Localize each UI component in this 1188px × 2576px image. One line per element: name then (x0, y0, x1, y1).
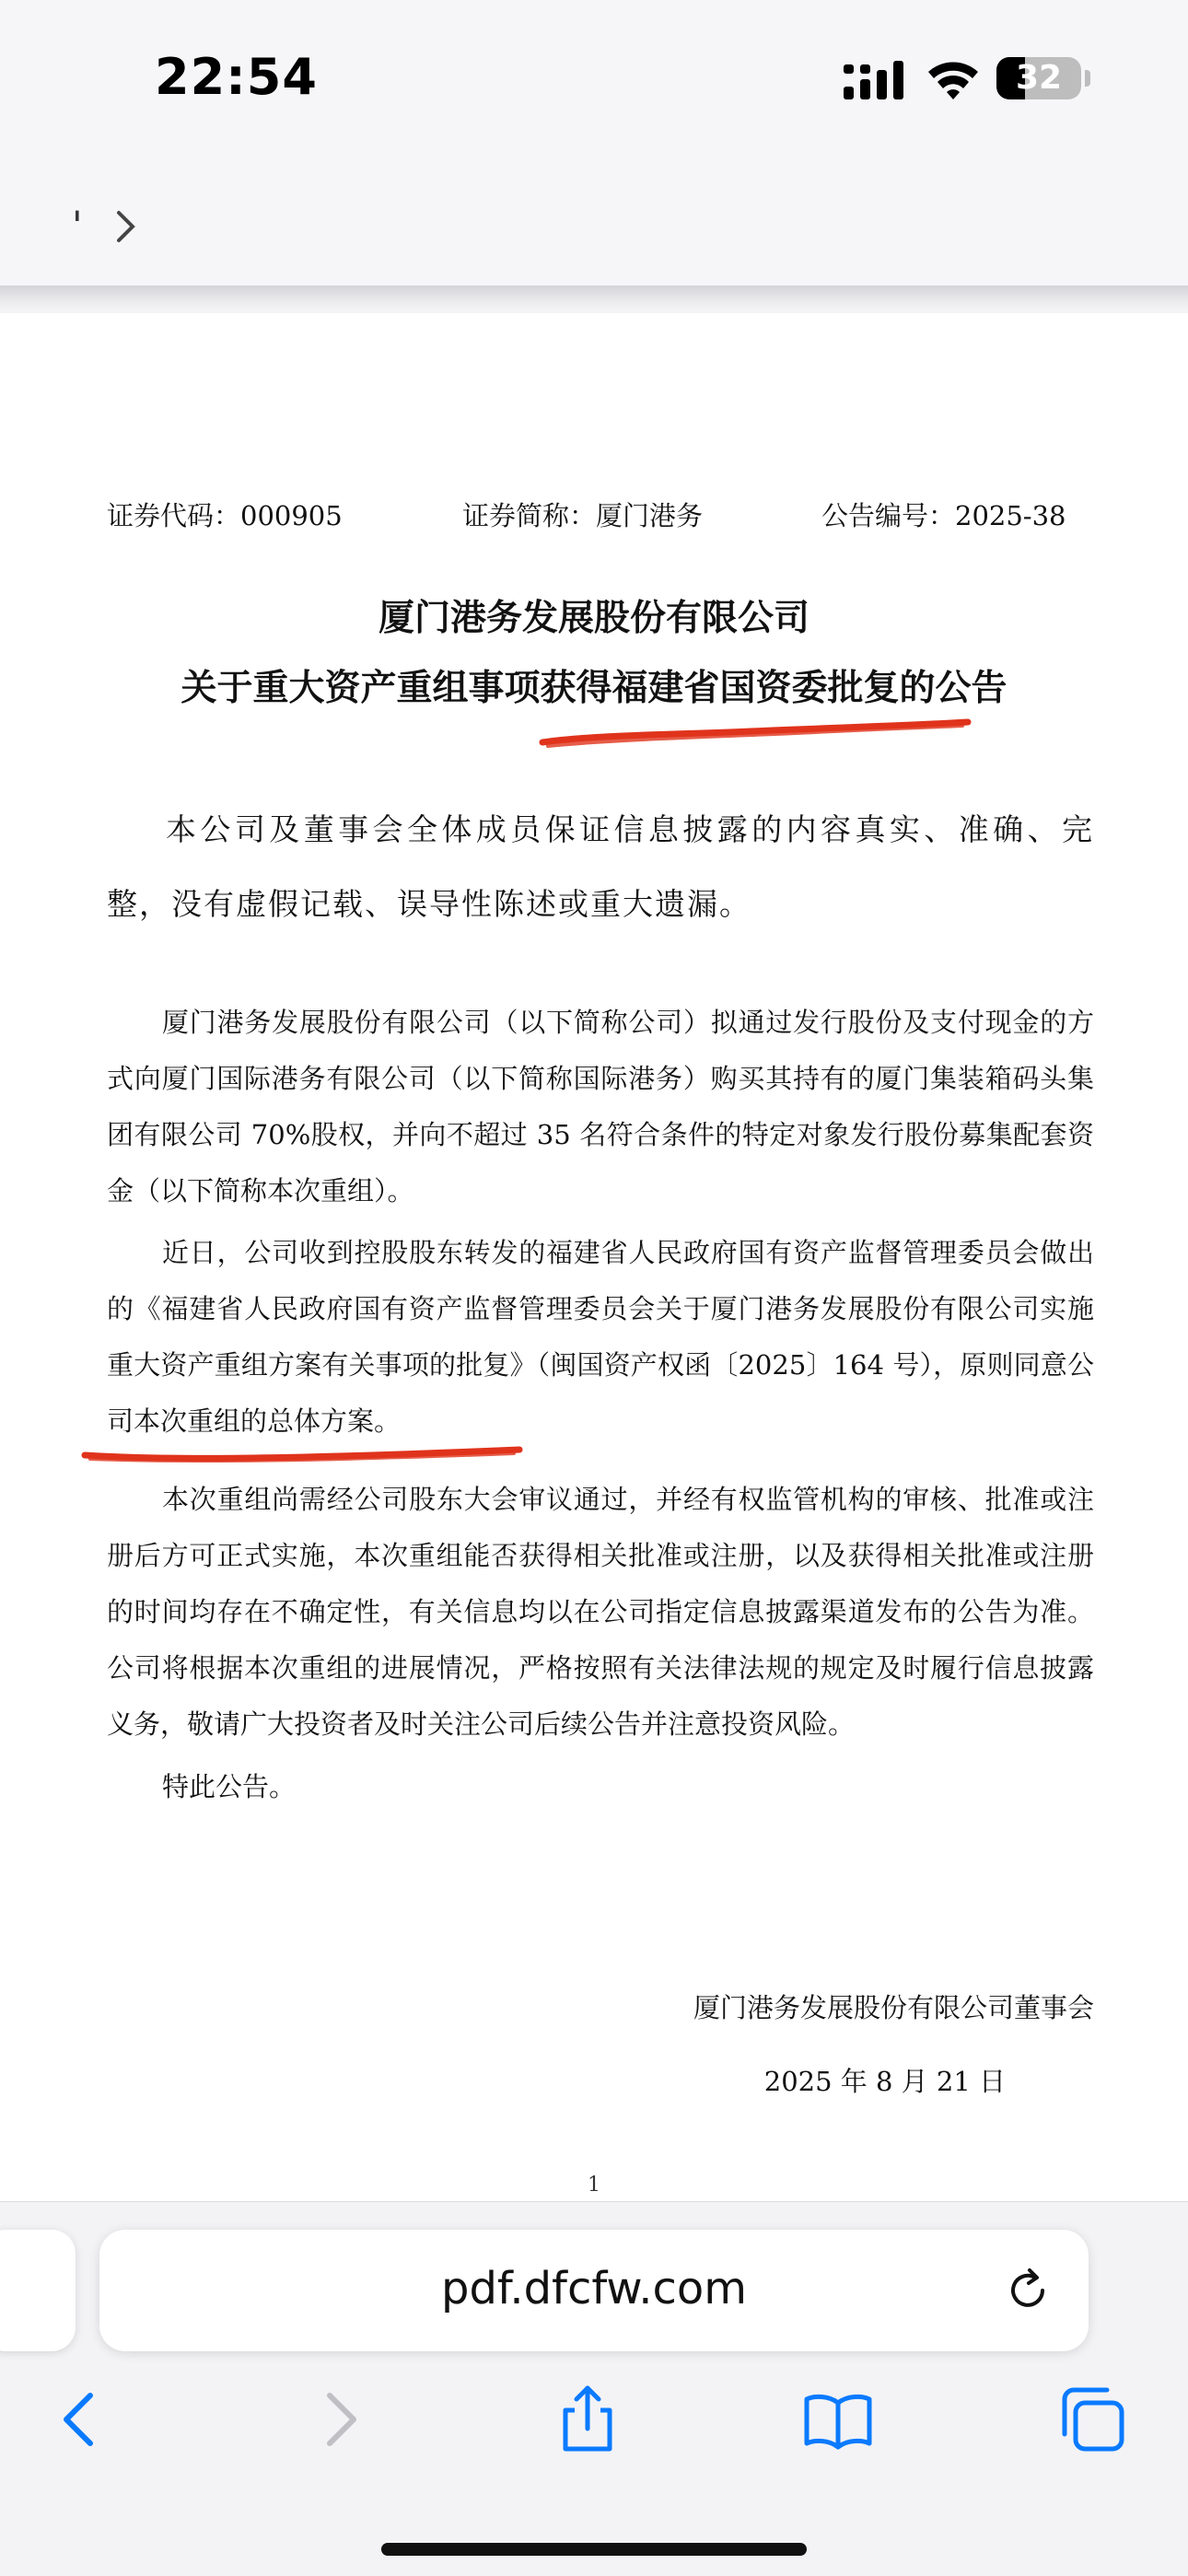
forward-icon[interactable] (302, 2383, 376, 2456)
chevron-right-icon[interactable] (114, 208, 138, 245)
browser-toolbar (0, 2201, 1188, 2576)
nav-strip (0, 157, 1188, 286)
announcement-title: 关于重大资产重组事项获得福建省国资委批复的公告 (181, 667, 1007, 709)
address-bar[interactable] (99, 2230, 1089, 2351)
back-icon[interactable] (44, 2383, 118, 2456)
paragraph-1: 厦门港务发展股份有限公司（以下简称公司）拟通过发行股份及支付现金的方式向厦门国际港务有限公司（以下简称国际港务）购买其持有的厦门集装箱码头集团有限公司 70%股权，并向不超过 35 名符合条件的特定对象发行股份募集配套资金（以下简称本次重组）。 (107, 1007, 1094, 1206)
cellular-signal-icon (842, 61, 908, 101)
security-code: 证券代码：000905 (107, 500, 343, 531)
page-number: 1 (588, 2174, 600, 2197)
status-bar (0, 0, 1188, 157)
status-time: 22:54 (155, 48, 318, 106)
closing-line: 特此公告。 (162, 1771, 297, 1802)
tabs-icon[interactable] (1055, 2383, 1129, 2456)
wifi-icon (925, 55, 982, 101)
disclosure-statement: 本公司及董事会全体成员保证信息披露的内容真实、准确、完整，没有虚假记载、误导性陈述或重大遗漏。 (107, 811, 1094, 922)
nav-mark: ' (72, 203, 83, 248)
reload-icon[interactable] (1002, 2265, 1054, 2316)
signature: 厦门港务发展股份有限公司董事会 (693, 1992, 1094, 2023)
address-text[interactable]: pdf.dfcfw.com (440, 2263, 748, 2314)
share-icon[interactable] (551, 2383, 624, 2456)
red-underline-annotation (539, 717, 972, 753)
pdf-page (0, 313, 1188, 2201)
announcement-date: 2025 年 8 月 21 日 (763, 2066, 1006, 2097)
bookmarks-icon[interactable] (801, 2383, 875, 2456)
announcement-number: 公告编号：2025-38 (821, 500, 1066, 531)
previous-tab-peek[interactable] (0, 2230, 76, 2351)
security-short-name: 证券简称：厦门港务 (462, 500, 704, 531)
battery-cap (1085, 70, 1090, 87)
battery-icon (996, 57, 1081, 99)
page-divider (0, 286, 1188, 313)
paragraph-2: 近日，公司收到控股股东转发的福建省人民政府国有资产监督管理委员会做出的《福建省人民政府国有资产监督管理委员会关于厦门港务发展股份有限公司实施重大资产重组方案有关事项的批复》（闽国资产权函〔2025〕164 号），原则同意公司本次重组的总体方案。 (107, 1237, 1094, 1437)
paragraph-3: 本次重组尚需经公司股东大会审议通过，并经有权监管机构的审核、批准或注册后方可正式实施，本次重组能否获得相关批准或注册，以及获得相关批准或注册的时间均存在不确定性，有关信息均以在公司指定信息披露渠道发布的公告为准。公司将根据本次重组的进展情况，严格按照有关法律法规的规定及时履行信息披露义务，敬请广大投资者及时关注公司后续公告并注意投资风险。 (107, 1484, 1094, 1740)
home-indicator[interactable] (381, 2543, 807, 2556)
battery-level: 32 (1015, 59, 1063, 97)
company-title: 厦门港务发展股份有限公司 (378, 597, 809, 639)
